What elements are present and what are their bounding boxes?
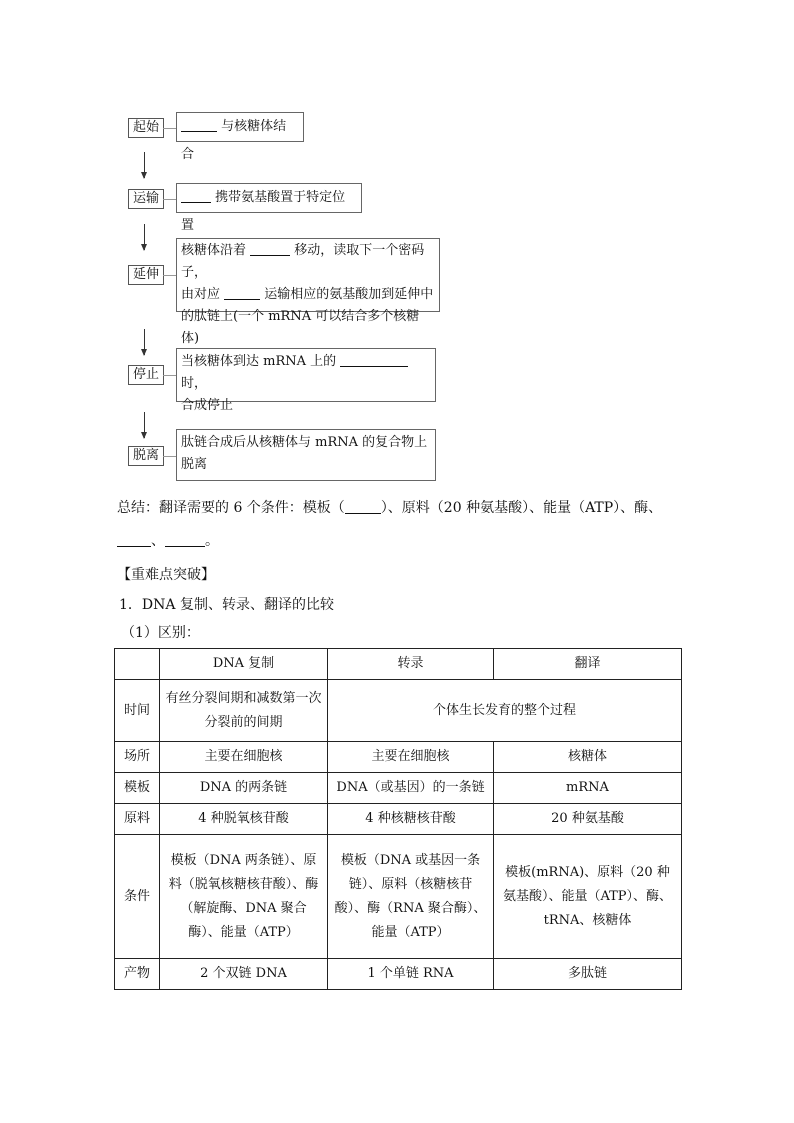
stage-label-transport: 运输 bbox=[128, 189, 164, 209]
item-heading: 1．DNA 复制、转录、翻译的比较 bbox=[119, 597, 334, 613]
table-row bbox=[115, 835, 682, 959]
fill-blank bbox=[224, 285, 260, 300]
table-header-row bbox=[115, 649, 682, 680]
stage-label-start: 起始 bbox=[128, 118, 164, 138]
stage-text: 当核糖体到达 mRNA 上的 bbox=[181, 354, 337, 369]
down-arrow-icon bbox=[144, 224, 145, 250]
stage-text: 移动，读取下一个密码子， bbox=[181, 243, 425, 280]
down-arrow-icon bbox=[144, 329, 145, 355]
table-cell: mRNA bbox=[494, 773, 682, 804]
table-cell: 多肽链 bbox=[494, 959, 682, 990]
table-cell: DNA（或基因）的一条链 bbox=[328, 773, 494, 804]
stage-box-stop bbox=[176, 348, 436, 413]
table-header-cell: 转录 bbox=[328, 649, 494, 680]
stage-box-release bbox=[176, 429, 436, 481]
section-title: 【重难点突破】 bbox=[117, 567, 215, 583]
stage-text: 核糖体沿着 bbox=[181, 243, 247, 258]
table-cell: DNA 的两条链 bbox=[160, 773, 328, 804]
stage-box-transport bbox=[176, 183, 362, 233]
table-row bbox=[115, 804, 682, 835]
table-cell: 核糖体 bbox=[494, 742, 682, 773]
connector-line bbox=[163, 199, 176, 200]
table-row-head: 原料 bbox=[115, 804, 160, 835]
stage-line bbox=[181, 284, 435, 306]
stage-text: 时， bbox=[181, 376, 208, 391]
table-cell: 模板(mRNA)、原料（20 种氨基酸）、能量（ATP）、酶、tRNA、核糖体 bbox=[494, 835, 682, 959]
table-cell: 2 个双链 DNA bbox=[160, 959, 328, 990]
table-cell-merged: 个体生长发育的整个过程 bbox=[328, 680, 682, 742]
table-row-head: 模板 bbox=[115, 773, 160, 804]
table-cell: 主要在细胞核 bbox=[160, 742, 328, 773]
down-arrow-icon bbox=[144, 152, 145, 178]
stage-text: 肽链合成后从核糖体与 mRNA 的复合物上 bbox=[181, 435, 428, 450]
table-row bbox=[115, 959, 682, 990]
fill-blank bbox=[117, 532, 151, 547]
fill-blank bbox=[181, 117, 217, 132]
comparison-table bbox=[114, 648, 682, 990]
stage-box-elongation bbox=[176, 238, 440, 346]
summary-line-2 bbox=[117, 530, 219, 550]
connector-line bbox=[163, 375, 176, 376]
table-cell: 1 个单链 RNA bbox=[328, 959, 494, 990]
stage-text: 运输相应的氨基酸加到延伸中 bbox=[264, 287, 434, 302]
table-row-head: 时间 bbox=[115, 680, 160, 742]
table-row bbox=[115, 742, 682, 773]
stage-text: 由对应 bbox=[181, 287, 221, 302]
summary-text: ）、原料（20 种氨基酸）、能量（ATP）、酶、 bbox=[380, 500, 663, 516]
summary-text: 、 bbox=[151, 533, 165, 549]
table-row-head: 条件 bbox=[115, 835, 160, 959]
fill-blank bbox=[181, 188, 211, 203]
table-cell: 模板（DNA 或基因一条链）、原料（核糖核苷酸）、酶（RNA 聚合酶）、能量（ATP） bbox=[328, 835, 494, 959]
table-cell: 4 种脱氧核苷酸 bbox=[160, 804, 328, 835]
table-row bbox=[115, 773, 682, 804]
table-header-cell bbox=[115, 649, 160, 680]
table-cell: 20 种氨基酸 bbox=[494, 804, 682, 835]
down-arrow-icon bbox=[144, 412, 145, 438]
fill-blank bbox=[250, 241, 290, 256]
stage-box-start bbox=[176, 112, 304, 162]
stage-text: 合成停止 bbox=[181, 398, 234, 413]
item-subheading: （1）区别： bbox=[121, 625, 200, 641]
connector-line bbox=[163, 128, 176, 129]
stage-text: 与核糖体结合 bbox=[181, 119, 287, 162]
table-row-head: 产物 bbox=[115, 959, 160, 990]
stage-text: 携带氨基酸置于特定位置 bbox=[181, 190, 346, 233]
table-header-cell: DNA 复制 bbox=[160, 649, 328, 680]
stage-text: 脱离 bbox=[181, 457, 208, 472]
stage-label-release: 脱离 bbox=[128, 446, 164, 466]
table-cell: 模板（DNA 两条链）、原料（脱氧核糖核苷酸）、酶（解旋酶、DNA 聚合酶）、能量（ATP） bbox=[160, 835, 328, 959]
table-cell: 主要在细胞核 bbox=[328, 742, 494, 773]
stage-line bbox=[181, 351, 431, 395]
stage-line bbox=[181, 240, 435, 284]
stage-text: 的肽链上(一个 mRNA 可以结合多个核糖体) bbox=[181, 309, 420, 346]
fill-blank bbox=[340, 352, 408, 367]
fill-blank bbox=[345, 499, 381, 514]
summary-text: 。 bbox=[205, 533, 219, 549]
table-cell: 有丝分裂间期和减数第一次分裂前的间期 bbox=[160, 680, 328, 742]
connector-line bbox=[163, 456, 176, 457]
stage-label-stop: 停止 bbox=[128, 365, 164, 385]
summary-text: 总结：翻译需要的 6 个条件：模板（ bbox=[117, 500, 345, 516]
fill-blank bbox=[165, 532, 205, 547]
table-row-head: 场所 bbox=[115, 742, 160, 773]
table-cell: 4 种核糖核苷酸 bbox=[328, 804, 494, 835]
table-header-cell: 翻译 bbox=[494, 649, 682, 680]
connector-line bbox=[163, 275, 176, 276]
summary-line-1 bbox=[117, 497, 662, 517]
table-row bbox=[115, 680, 682, 742]
stage-label-elongation: 延伸 bbox=[128, 265, 164, 285]
